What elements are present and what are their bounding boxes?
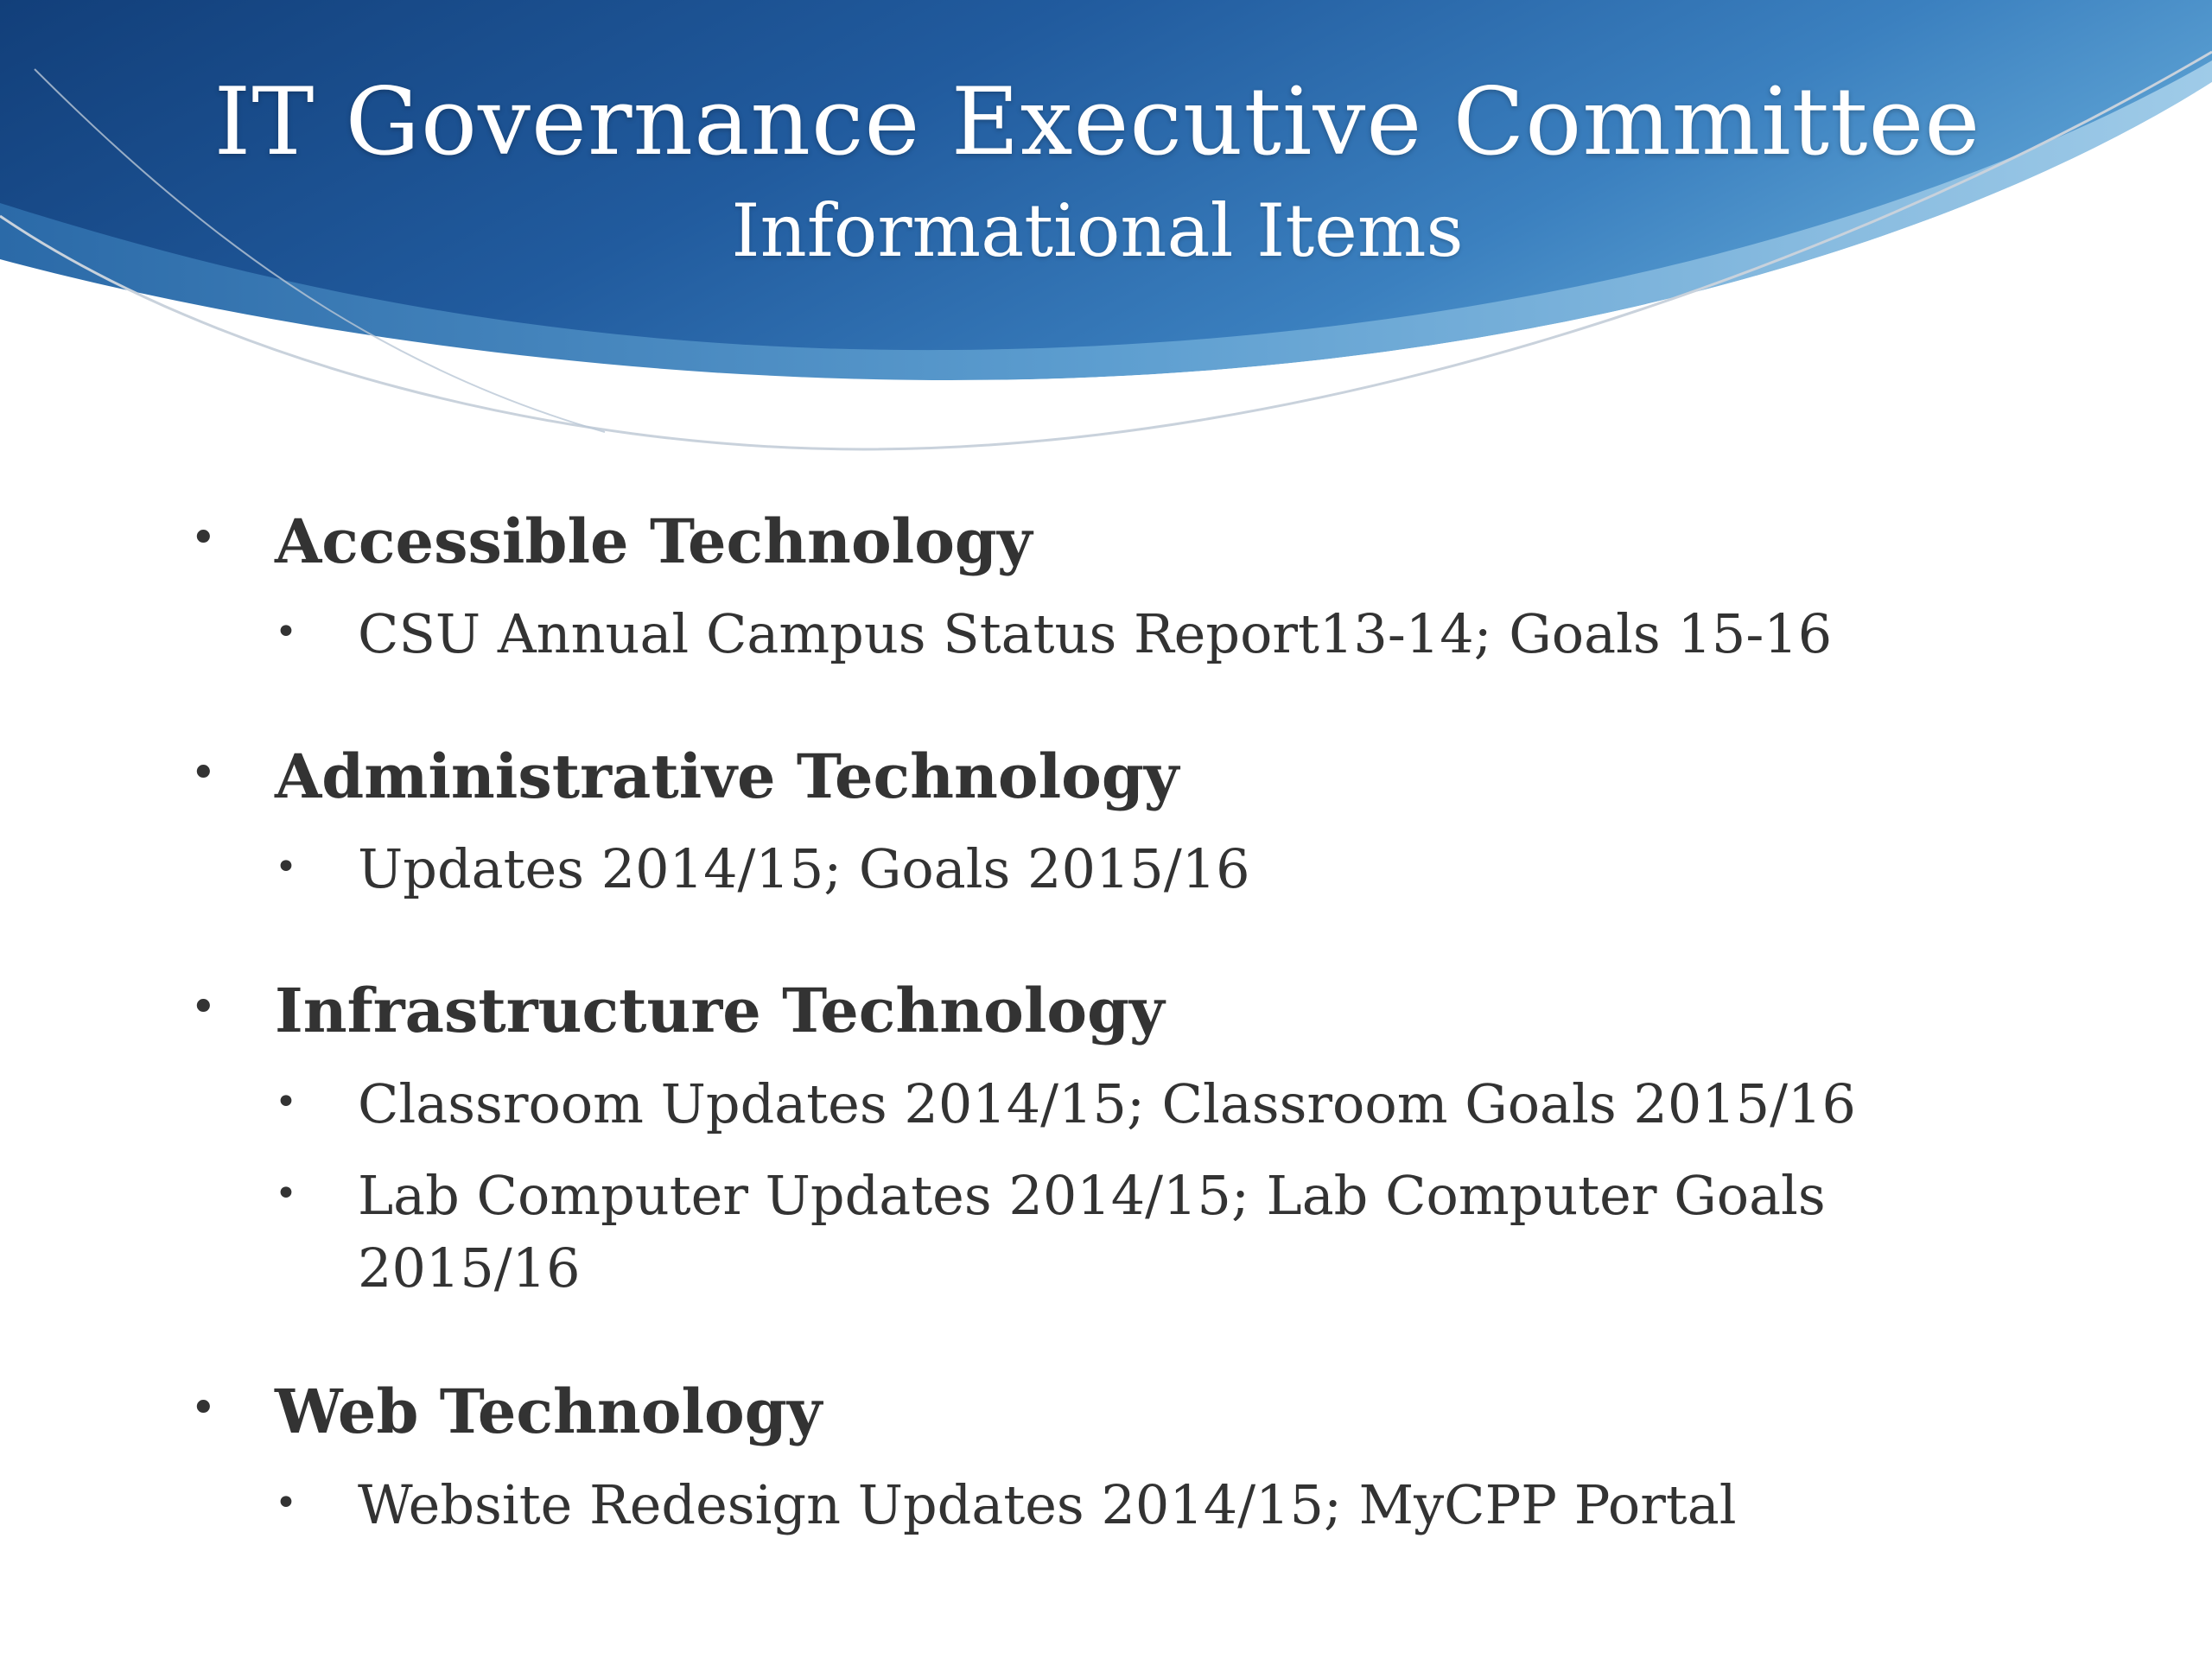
slide-subtitle: Informational Items [731,188,1464,273]
section-heading-text: Accessible Technology [275,505,1033,577]
bullet-icon: • [275,1481,297,1525]
bullet-icon: • [190,747,217,799]
list-item-text: Classroom Updates 2014/15; Classroom Goals 2015/16 [358,1072,1856,1135]
bullet-icon: • [190,512,217,564]
bullet-icon: • [275,1080,297,1124]
section-heading-text: Administrative Technology [275,741,1179,812]
bullet-icon: • [275,610,297,654]
bullet-icon: • [275,845,297,889]
list-item-text: Lab Computer Updates 2014/15; Lab Computer Goals 2015/16 [358,1164,1826,1300]
bullet-icon: • [190,982,217,1033]
list-item-text: Website Redesign Updates 2014/15; MyCPP Portal [358,1473,1737,1536]
list-item-text: CSU Annual Campus Status Report13-14; Goals 15-16 [358,602,1833,665]
section-heading-text: Web Technology [275,1376,823,1447]
bullet-icon: • [275,1172,297,1216]
list-item-text: Updates 2014/15; Goals 2015/16 [358,837,1250,900]
slide-title: IT Governance Executive Committee [213,68,1981,176]
bullet-icon: • [190,1382,217,1434]
section-heading-text: Infrastructure Technology [275,975,1165,1046]
